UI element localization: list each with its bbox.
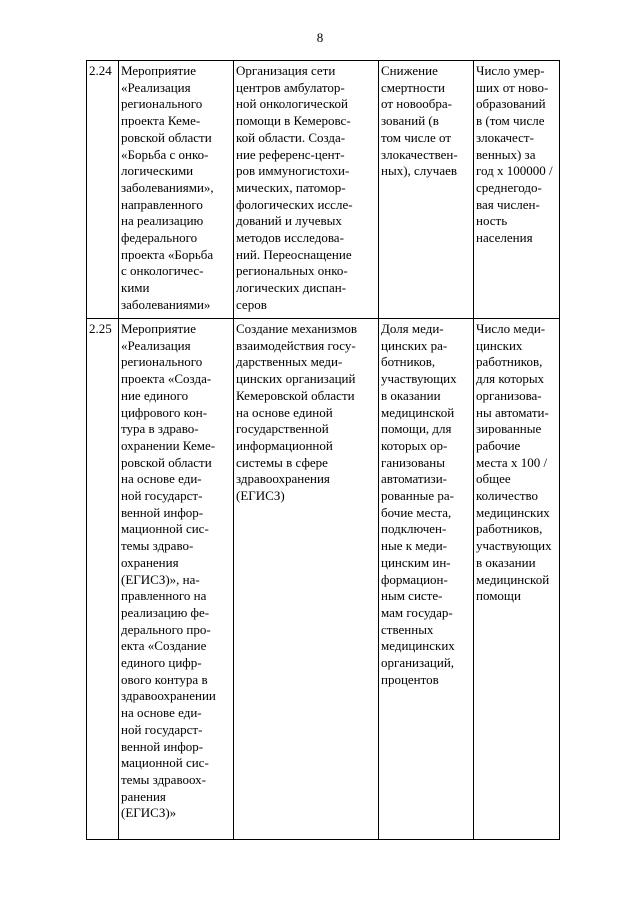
event-text-line: логическими <box>121 163 194 179</box>
event-text-line: охранении Кеме- <box>121 437 216 453</box>
indicator-text-line: ных), случаев <box>381 163 457 179</box>
indicator-text-line: Доля меди- <box>381 321 444 336</box>
event-text-line: Мероприятие <box>121 321 196 336</box>
description-text-line: мических, патомор- <box>236 179 346 195</box>
event-text-line: дерального про- <box>121 621 211 637</box>
event-text-line: ровской области <box>121 129 212 145</box>
formula-text-line: общее <box>476 471 511 487</box>
event-text-line: правленного на <box>121 588 207 604</box>
description-text-line: информационной <box>236 437 333 453</box>
description-text-line: ной онкологической <box>236 96 348 112</box>
description-text-line: помощи в Кемеровс- <box>236 113 351 129</box>
formula-text-line: количество <box>476 488 539 504</box>
event-text-line: проекта «Борьба <box>121 246 214 262</box>
event-text-line: на основе еди- <box>121 705 202 721</box>
description-text-line: логических диспан- <box>236 280 347 296</box>
event-text-line: на реализацию <box>121 213 204 229</box>
event-text-line: направленного <box>121 196 203 212</box>
indicator-text-line: злокачествен- <box>381 146 458 162</box>
indicator-text-line: Снижение <box>381 63 438 78</box>
description-text-line: региональных онко- <box>236 263 348 279</box>
event-text-line: проекта Кеме- <box>121 113 201 129</box>
description-text-line: Кемеровской области <box>236 387 355 403</box>
indicator-cell <box>379 61 474 319</box>
description-text-line: Организация сети <box>236 63 336 78</box>
indicator-text-line: бочие места, <box>381 504 452 520</box>
description-text-line: центров амбулатор- <box>236 79 345 95</box>
indicator-text-line: организаций, <box>381 655 455 671</box>
formula-text-line: медицинской <box>476 571 550 587</box>
formula-text-line: организова- <box>476 387 542 403</box>
description-text-line: ров иммуногистохи- <box>236 163 350 179</box>
indicator-text-line: автоматизи- <box>381 471 447 487</box>
indicator-text-line: ным систе- <box>381 588 443 604</box>
description-text-line: здравоохранения <box>236 471 330 487</box>
formula-text-line: год х 100000 / <box>476 163 553 179</box>
page-number: 8 <box>316 30 324 45</box>
event-text-line: реализацию фе- <box>121 604 210 620</box>
indicator-text-line: зований (в <box>381 113 439 129</box>
formula-text-line: венных) за <box>476 146 536 162</box>
event-text-line: ной государст- <box>121 488 203 504</box>
formula-text-line: образований <box>476 96 546 112</box>
formula-text-line: вая числен- <box>476 196 540 212</box>
event-text-line: тура в здраво- <box>121 421 199 437</box>
formula-text-line: рабочие <box>476 437 521 453</box>
event-text-line: ние единого <box>121 387 189 403</box>
formula-text-line: помощи <box>476 588 521 604</box>
formula-text-line: для которых <box>476 371 545 387</box>
indicator-text-line: участвующих <box>381 371 457 387</box>
description-text-line: методов исследова- <box>236 230 344 246</box>
indicator-text-line: мам государ- <box>381 604 453 620</box>
formula-text-line: медицинских <box>476 504 550 520</box>
indicator-text-line: ботников, <box>381 354 436 370</box>
description-text-line: взаимодействия госу- <box>236 337 356 353</box>
event-text-line: «Реализация <box>121 79 191 95</box>
event-text-line: охранения <box>121 554 179 570</box>
indicator-text-line: ные к меди- <box>381 538 448 554</box>
indicator-text-line: рованные ра- <box>381 488 455 504</box>
description-text-line: государственной <box>236 421 329 437</box>
event-text-line: темы здравоох- <box>121 771 207 787</box>
formula-text-line: в (том числе <box>476 113 545 129</box>
event-text-line: темы здраво- <box>121 538 194 554</box>
event-text-line: мационной сис- <box>121 755 209 771</box>
formula-text-line: работников, <box>476 354 543 370</box>
formula-text-line: работников, <box>476 521 543 537</box>
indicator-text-line: медицинской <box>381 404 455 420</box>
description-cell <box>234 319 379 840</box>
event-text-line: регионального <box>121 354 203 370</box>
event-cell <box>119 319 234 840</box>
description-text-line: системы в сфере <box>236 454 328 470</box>
indicator-text-line: процентов <box>381 671 439 687</box>
formula-text-line: в оказании <box>476 554 536 570</box>
row-number: 2.25 <box>89 321 112 336</box>
event-text-line: здравоохранении <box>121 688 216 704</box>
formula-text-line: участвующих <box>476 538 552 554</box>
event-text-line: проекта «Созда- <box>121 371 212 387</box>
event-text-line: цифрового кон- <box>121 404 208 420</box>
indicator-text-line: подключен- <box>381 521 447 537</box>
formula-text-line: места х 100 / <box>476 454 548 470</box>
event-text-line: «Реализация <box>121 337 191 353</box>
event-text-line: с онкологичес- <box>121 263 204 279</box>
formula-cell <box>474 319 560 840</box>
formula-cell <box>474 61 560 319</box>
indicator-text-line: ганизованы <box>381 454 446 470</box>
description-text-line: цинских организаций <box>236 371 356 387</box>
event-text-line: единого цифр- <box>121 655 202 671</box>
formula-text-line: ны автомати- <box>476 404 549 420</box>
indicator-text-line: от новообра- <box>381 96 452 112</box>
event-text-line: (ЕГИСЗ)» <box>121 805 177 821</box>
event-text-line: заболеваниями» <box>121 296 211 312</box>
description-text-line: Создание механизмов <box>236 321 358 336</box>
event-text-line: венной инфор- <box>121 738 204 754</box>
event-text-line: ового контура в <box>121 671 208 687</box>
formula-text-line: злокачест- <box>476 129 534 145</box>
formula-text-line: ших от ново- <box>476 79 549 95</box>
row-number: 2.24 <box>89 63 112 78</box>
table-row <box>87 61 560 319</box>
description-text-line: на основе единой <box>236 404 333 420</box>
indicator-text-line: ственных <box>381 621 434 637</box>
measures-table <box>86 60 560 840</box>
formula-text-line: среднегодо- <box>476 179 542 195</box>
event-cell <box>119 61 234 319</box>
description-text-line: фологических иссле- <box>236 196 353 212</box>
description-text-line: кой области. Созда- <box>236 129 346 145</box>
event-text-line: Мероприятие <box>121 63 196 78</box>
description-text-line: дарственных меди- <box>236 354 343 370</box>
description-text-line: (ЕГИСЗ) <box>236 488 285 504</box>
event-text-line: ровской области <box>121 454 212 470</box>
event-text-line: на основе еди- <box>121 471 202 487</box>
description-text-line: дований и лучевых <box>236 213 342 229</box>
row-number-cell <box>87 61 119 319</box>
description-text-line: ний. Переоснащение <box>236 246 352 262</box>
indicator-text-line: которых ор- <box>381 437 448 453</box>
formula-text-line: зированные <box>476 421 542 437</box>
description-text-line: серов <box>236 296 267 312</box>
indicator-cell <box>379 319 474 840</box>
event-text-line: «Борьба с онко- <box>121 146 209 162</box>
formula-text-line: Число меди- <box>476 321 546 336</box>
event-text-line: федерального <box>121 230 198 246</box>
event-text-line: регионального <box>121 96 203 112</box>
indicator-text-line: помощи, для <box>381 421 452 437</box>
indicator-text-line: в оказании <box>381 387 441 403</box>
event-text-line: кими <box>121 280 150 296</box>
table-row <box>87 319 560 840</box>
event-text-line: ранения <box>121 788 166 804</box>
indicator-text-line: цинским ин- <box>381 554 451 570</box>
indicator-text-line: смертности <box>381 79 445 95</box>
formula-text-line: населения <box>476 230 533 246</box>
row-number-cell <box>87 319 119 840</box>
indicator-text-line: медицинских <box>381 638 455 654</box>
formula-text-line: Число умер- <box>476 63 545 78</box>
event-text-line: мационной сис- <box>121 521 209 537</box>
formula-text-line: цинских <box>476 337 523 353</box>
event-text-line: заболеваниями», <box>121 179 214 195</box>
event-text-line: екта «Создание <box>121 638 207 654</box>
description-text-line: ние референс-цент- <box>236 146 345 162</box>
event-text-line: ной государст- <box>121 721 203 737</box>
formula-text-line: ность <box>476 213 508 229</box>
description-cell <box>234 61 379 319</box>
event-text-line: (ЕГИСЗ)», на- <box>121 571 200 587</box>
event-text-line: венной инфор- <box>121 504 204 520</box>
indicator-text-line: том числе от <box>381 129 452 145</box>
indicator-text-line: формацион- <box>381 571 448 587</box>
indicator-text-line: цинских ра- <box>381 337 448 353</box>
